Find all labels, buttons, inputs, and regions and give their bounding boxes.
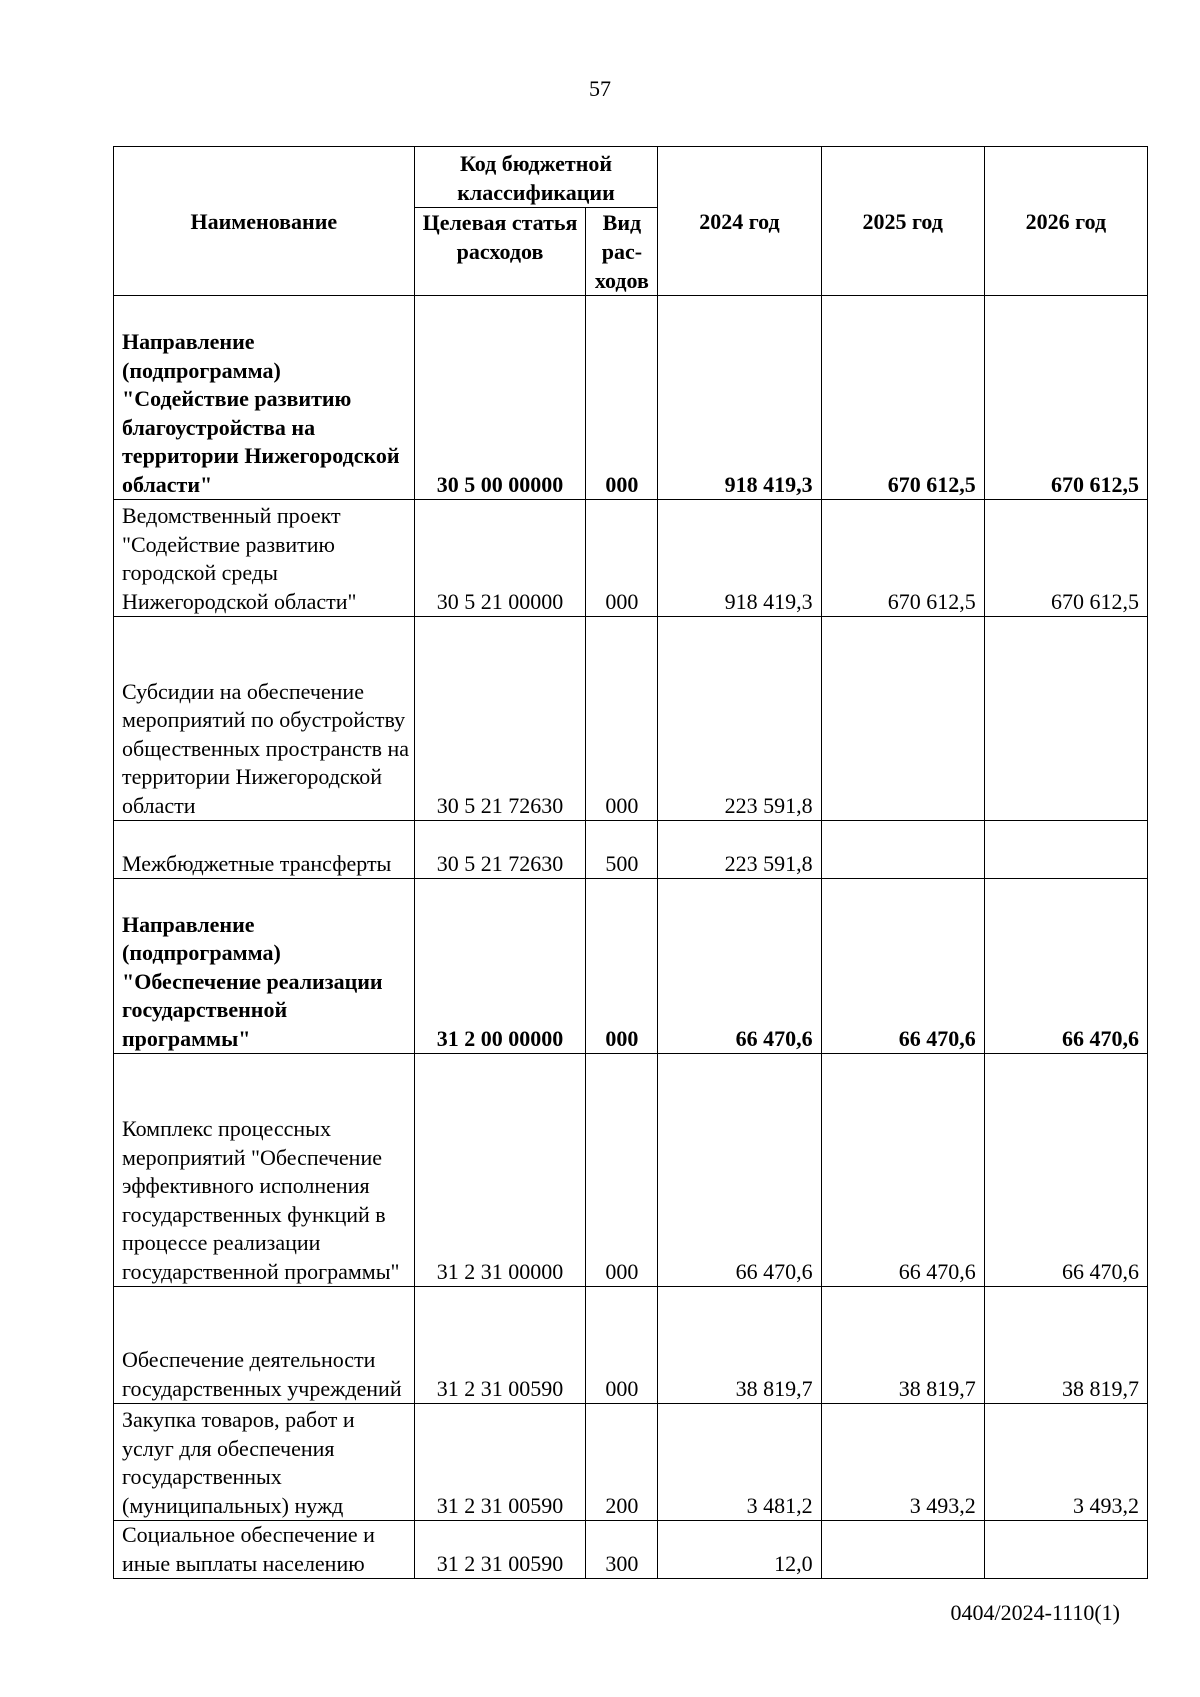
row-code: 31 2 31 00000: [414, 1054, 586, 1287]
budget-table: [113, 146, 1148, 1579]
row-2025: 670 612,5: [821, 500, 984, 617]
row-2024: 66 470,6: [658, 879, 821, 1054]
row-code: 30 5 21 00000: [414, 500, 586, 617]
row-2025: 670 612,5: [821, 296, 984, 500]
row-2025: [821, 821, 984, 879]
row-2026: 670 612,5: [984, 296, 1147, 500]
table-row: [114, 821, 1148, 879]
table-row: [114, 879, 1148, 1054]
table-row: [114, 1404, 1148, 1521]
header-2025: 2025 год: [821, 147, 984, 296]
table-row: [114, 500, 1148, 617]
row-2026: 38 819,7: [984, 1287, 1147, 1404]
row-2025: [821, 1521, 984, 1579]
row-name: Социальное обеспечение и иные выплаты населению: [114, 1521, 415, 1579]
row-kind: 000: [586, 1287, 658, 1404]
page-number: 57: [589, 76, 611, 101]
row-kind: 000: [586, 879, 658, 1054]
document-number: 0404/2024-1110(1): [950, 1600, 1120, 1625]
row-kind: 000: [586, 1054, 658, 1287]
row-2026: 66 470,6: [984, 1054, 1147, 1287]
row-code: 30 5 21 72630: [414, 821, 586, 879]
row-2026: 3 493,2: [984, 1404, 1147, 1521]
row-kind: 500: [586, 821, 658, 879]
row-2024: 918 419,3: [658, 296, 821, 500]
header-row-1: [114, 147, 1148, 208]
row-code: 31 2 31 00590: [414, 1404, 586, 1521]
row-name: Ведомственный проект "Содействие развитию городской среды Нижегородской области": [114, 500, 415, 617]
row-name: Направление (подпрограмма) "Содействие развитию благоустройства на территории Нижегородской области": [114, 296, 415, 500]
header-2026: 2026 год: [984, 147, 1147, 296]
row-2025: 66 470,6: [821, 1054, 984, 1287]
row-kind: 000: [586, 296, 658, 500]
row-2025: [821, 617, 984, 821]
row-2024: 12,0: [658, 1521, 821, 1579]
row-kind: 000: [586, 617, 658, 821]
row-kind: 200: [586, 1404, 658, 1521]
row-2026: [984, 617, 1147, 821]
row-code: 31 2 31 00590: [414, 1287, 586, 1404]
row-2026: [984, 821, 1147, 879]
table-row: [114, 1054, 1148, 1287]
row-2025: 3 493,2: [821, 1404, 984, 1521]
row-2026: 670 612,5: [984, 500, 1147, 617]
row-2025: 66 470,6: [821, 879, 984, 1054]
row-2024: 223 591,8: [658, 821, 821, 879]
row-name: Закупка товаров, работ и услуг для обеспечения государственных (муниципальных) нужд: [114, 1404, 415, 1521]
row-kind: 300: [586, 1521, 658, 1579]
row-name: Обеспечение деятельности государственных учреждений: [114, 1287, 415, 1404]
table-row: [114, 296, 1148, 500]
header-2024: 2024 год: [658, 147, 821, 296]
row-name: Субсидии на обеспечение мероприятий по обустройству общественных пространств на территории Нижегородской области: [114, 617, 415, 821]
row-2024: 3 481,2: [658, 1404, 821, 1521]
row-2026: 66 470,6: [984, 879, 1147, 1054]
table-row: [114, 617, 1148, 821]
row-code: 31 2 00 00000: [414, 879, 586, 1054]
row-2024: 38 819,7: [658, 1287, 821, 1404]
table-row: [114, 1521, 1148, 1579]
table-row: [114, 1287, 1148, 1404]
row-name: Направление (подпрограмма) "Обеспечение реализации государственной программы": [114, 879, 415, 1054]
row-code: 30 5 00 00000: [414, 296, 586, 500]
header-expense-kind: Вид рас-ходов: [586, 208, 658, 296]
row-2025: 38 819,7: [821, 1287, 984, 1404]
row-kind: 000: [586, 500, 658, 617]
row-2026: [984, 1521, 1147, 1579]
row-2024: 223 591,8: [658, 617, 821, 821]
row-name: Межбюджетные трансферты: [114, 821, 415, 879]
row-code: 31 2 31 00590: [414, 1521, 586, 1579]
row-code: 30 5 21 72630: [414, 617, 586, 821]
header-target-article: Целевая статья расходов: [414, 208, 586, 296]
row-2024: 918 419,3: [658, 500, 821, 617]
header-name: Наименование: [114, 147, 415, 296]
row-name: Комплекс процессных мероприятий "Обеспечение эффективного исполнения государственных функций в процессе реализации государственной программы": [114, 1054, 415, 1287]
header-code-group: Код бюджетной классификации: [414, 147, 658, 208]
row-2024: 66 470,6: [658, 1054, 821, 1287]
